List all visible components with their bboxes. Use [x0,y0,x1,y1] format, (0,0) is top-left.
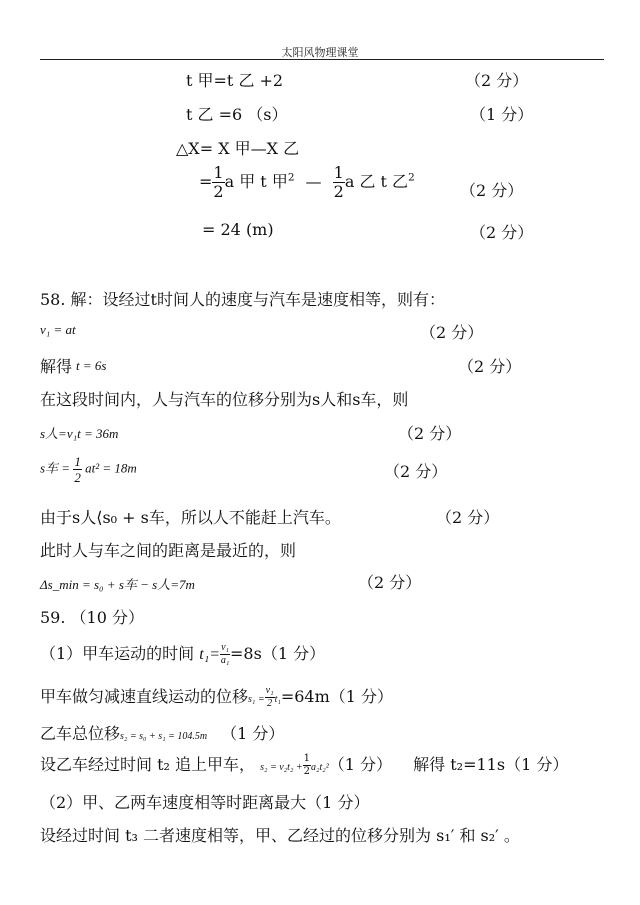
q59-part-2: 甲车做匀减速直线运动的位移s₁ = $\frac{\text{v₁}}{2}$ t₁=64m（1 分） [40,685,394,709]
prev-score-5: （2 分） [470,223,534,242]
q58-line-7: 此时人与车之间的距离是最近的，则 [40,541,297,560]
q58-title: 58. 解：设经过t时间人的速度与汽车是速度相等，则有： [40,290,445,309]
q58-eq-5: s车 = $\frac{1}{2}$ at² = 18m [40,454,137,485]
half-fraction-2: $\frac{1}{2}$ [333,163,344,201]
q59-part-4: 设乙车经过时间 t₂ 追上甲车， s₂ = v₂t₂ + $\frac{1}{2}$ a₂t₂²（1 分） 解得 t₂=11s（1 分） [40,753,569,777]
prev-line-2: t 乙 =6 （s） [186,105,288,124]
q59-part-5: （2）甲、乙两车速度相等时距离最大（1 分） [40,793,370,812]
prev-score-1: （2 分） [465,71,529,90]
q58-solve-label: 解得 [40,357,73,376]
v1-over-a1-fraction: $\frac{\text{v₁}}{\text{a₁}}$ [220,642,230,666]
half-fraction-3: $\frac{1}{2}$ [74,454,81,485]
q58-score-6: （2 分） [436,508,500,527]
q58-score-8: （2 分） [358,573,422,592]
q58-eq-8: Δs_min = s₀ + s车 − s人=7m [40,577,195,592]
page-header: 太阳风物理课堂 [281,46,359,59]
q58-line-6: 由于s人⟨s₀ + s车，所以人不能赶上汽车。 [40,508,341,527]
prev-line-5: = 24 (m) [202,220,274,239]
half-fraction: $\frac{1}{2}$ [213,163,224,201]
q59-title: 59. （10 分） [40,608,144,627]
v1-over-2-fraction: $\frac{\text{v₁}}{2}$ [265,685,274,709]
prev-line-4: = $\frac{1}{2}$ a 甲 t 甲$^2$ — $\frac{1}{2}$ a 乙 t 乙$^2$ [199,163,415,201]
q58-score-5: （2 分） [384,462,448,481]
q59-part-1: （1）甲车运动的时间 t₁= $\frac{\text{v₁}}{\text{a₁}}$ =8s（1 分） [40,642,326,666]
prev-line-3: △X= X 甲—X 乙 [176,139,300,158]
q58-eq-4: s人=v₁t = 36m [40,426,119,441]
q59-part-3: 乙车总位移s₂ = s₀ + s₁ = 104.5m （1 分） [40,724,285,743]
prev-line-1: t 甲=t 乙 +2 [186,71,284,90]
q58-eq-1: v₁ = at [40,322,76,337]
prev-score-4: （2 分） [460,181,524,200]
q58-line-3: 在这段时间内，人与汽车的位移分别为s人和s车，则 [40,390,409,409]
q59-part-6: 设经过时间 t₃ 二者速度相等，甲、乙经过的位移分别为 s₁′ 和 s₂′ 。 [40,826,520,845]
half-fraction-4: $\frac{1}{2}$ [303,753,311,777]
prev-score-2: （1 分） [470,105,534,124]
q58-score-2: （2 分） [458,357,522,376]
header-rule [40,59,604,60]
q58-eq-2: t = 6s [76,358,107,373]
q58-score-1: （2 分） [420,323,484,342]
q58-score-4: （2 分） [398,424,462,443]
